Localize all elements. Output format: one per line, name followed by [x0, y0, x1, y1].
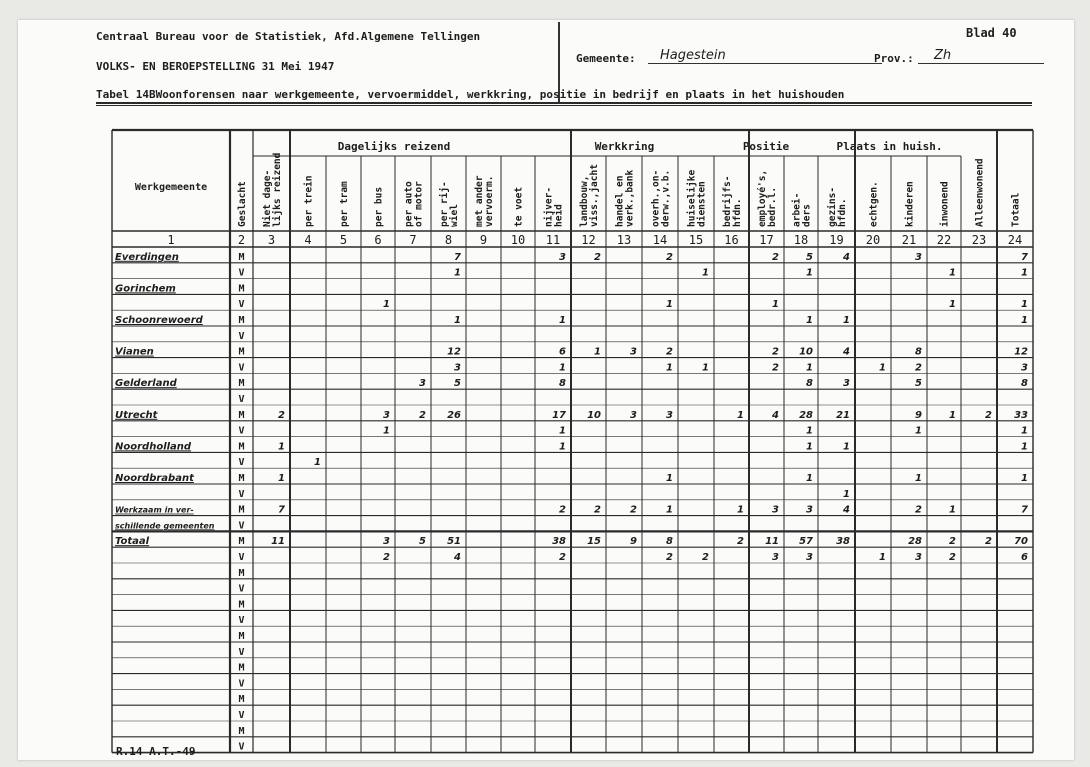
cell-col-11: 2 [559, 504, 566, 516]
cell-col-17: 1 [772, 299, 779, 311]
cell-col-8: 5 [454, 378, 461, 390]
sex-M: M [238, 725, 245, 737]
column-number-18: 18 [793, 233, 809, 247]
cell-col-6: 1 [383, 299, 390, 311]
cell-col-21: 5 [915, 378, 922, 390]
cell-col-18: 57 [799, 536, 813, 548]
cell-col-17: 2 [772, 362, 779, 374]
cell-col-15: 1 [702, 362, 709, 374]
werkgemeente-name: Noordbrabant [115, 473, 194, 484]
cell-col-18: 1 [806, 425, 813, 437]
cell-col-6: 3 [383, 409, 390, 421]
cell-col-8: 4 [454, 552, 461, 563]
column-header-3-line2: lijks reizend [272, 152, 283, 227]
sex-V: V [238, 710, 245, 721]
cell-col-8: 7 [454, 251, 461, 263]
cell-col-14: 1 [666, 473, 673, 484]
column-number-2: 2 [237, 233, 246, 247]
cell-col-14: 2 [666, 346, 673, 358]
column-number-15: 15 [688, 233, 704, 247]
column-header-12-line1: landbouw, [579, 175, 590, 227]
cell-col-17: 3 [772, 504, 779, 516]
sex-V: V [238, 362, 245, 374]
cell-col-13: 3 [630, 346, 637, 358]
column-header-4: per trein [303, 175, 315, 227]
cell-col-24: 6 [1021, 552, 1028, 563]
cell-col-22: 1 [949, 504, 956, 516]
cell-col-14: 2 [666, 552, 673, 563]
cell-col-18: 1 [806, 362, 813, 374]
column-number-4: 4 [304, 233, 312, 247]
cell-col-6: 1 [383, 425, 390, 437]
cell-col-22: 1 [949, 267, 956, 279]
column-header-11-line1: nijver- [543, 186, 555, 227]
column-header-9-line2: vervoerm. [484, 175, 495, 227]
column-header-21: kinderen [904, 181, 916, 227]
sex-V: V [238, 583, 245, 595]
column-number-14: 14 [652, 233, 668, 247]
sex-M: M [238, 283, 245, 295]
column-header-16-line1: bedrijfs- [722, 175, 733, 227]
sex-V: V [238, 267, 245, 279]
cell-col-19: 38 [836, 536, 850, 548]
cell-col-14: 1 [666, 299, 673, 311]
cell-col-19: 4 [843, 251, 850, 263]
cell-col-16: 1 [737, 409, 744, 421]
cell-col-7: 2 [419, 409, 426, 421]
cell-col-8: 26 [447, 409, 461, 421]
column-header-19-line1: gezins- [827, 186, 838, 227]
bureau-title: Centraal Bureau voor de Statistiek, Afd.Algemene Tellingen [96, 30, 481, 43]
sex-V: V [238, 678, 245, 690]
cell-col-24: 12 [1014, 346, 1028, 358]
column-header-16-line2: hfdn. [732, 198, 743, 227]
sex-M: M [238, 378, 245, 390]
werkgemeente-name: Werkzaam in ver- [115, 505, 194, 515]
cell-col-8: 3 [454, 362, 461, 374]
cell-col-17: 3 [772, 552, 779, 563]
column-header-9-line1: met ander [474, 175, 485, 227]
column-header-11-line2: heid [553, 204, 565, 227]
gemeente-label: Gemeente: [576, 52, 636, 65]
cell-col-3: 1 [278, 473, 285, 484]
cell-col-18: 10 [799, 346, 813, 358]
cell-col-18: 3 [806, 552, 813, 563]
cell-col-18: 1 [806, 315, 813, 326]
cell-col-24: 7 [1021, 504, 1028, 516]
cell-col-21: 3 [915, 251, 922, 263]
cell-col-8: 51 [447, 536, 461, 548]
cell-col-11: 3 [559, 251, 566, 263]
sex-M: M [238, 536, 245, 548]
column-header-13-line1: handel en [614, 175, 626, 227]
cell-col-22: 2 [949, 536, 956, 548]
cell-col-21: 28 [908, 536, 922, 548]
cell-col-18: 1 [806, 441, 813, 453]
column-number-24: 24 [1007, 233, 1023, 247]
column-header-3-line1: Niet dage- [262, 169, 273, 227]
cell-col-21: 9 [915, 409, 922, 421]
cell-col-21: 3 [915, 552, 922, 563]
cell-col-4: 1 [314, 457, 321, 469]
column-header-15-line2: diensten [696, 181, 708, 227]
werkgemeente-name: Noordholland [115, 441, 192, 453]
cell-col-19: 4 [843, 504, 850, 516]
werkgemeente-name: Everdingen [115, 251, 179, 263]
cell-col-24: 1 [1021, 473, 1028, 484]
cell-col-21: 1 [915, 473, 922, 484]
cell-col-14: 8 [666, 536, 673, 548]
cell-col-19: 1 [843, 441, 850, 453]
cell-col-14: 3 [666, 409, 673, 421]
column-header-14-line1: overh.,on- [650, 169, 662, 227]
cell-col-6: 3 [383, 536, 390, 548]
column-number-17: 17 [759, 233, 774, 247]
cell-col-22: 1 [949, 299, 956, 311]
column-header-14-line2: derw.,v.b. [660, 169, 672, 227]
sex-M: M [238, 504, 245, 516]
cell-col-17: 11 [765, 536, 779, 548]
cell-col-15: 1 [702, 267, 709, 279]
column-number-11: 11 [545, 233, 561, 247]
cell-col-11: 17 [552, 409, 566, 421]
column-number-1: 1 [167, 233, 175, 247]
column-header-18-line1: arbei- [791, 192, 803, 227]
cell-col-15: 2 [702, 552, 709, 563]
column-number-23: 23 [971, 233, 987, 247]
cell-col-7: 3 [419, 378, 426, 390]
cell-col-24: 1 [1021, 441, 1028, 453]
sex-V: V [238, 394, 245, 405]
column-header-10: te voet [513, 186, 525, 227]
cell-col-12: 2 [594, 251, 601, 263]
group-header-1: Werkkring [594, 140, 655, 153]
cell-col-18: 3 [806, 504, 813, 516]
sex-M: M [238, 315, 245, 326]
cell-col-11: 2 [559, 552, 566, 563]
cell-col-21: 2 [915, 504, 922, 516]
cell-col-18: 1 [806, 473, 813, 484]
cell-col-11: 38 [552, 536, 566, 548]
gemeente-value: Hagestein [648, 48, 882, 64]
column-number-16: 16 [724, 233, 739, 247]
cell-col-18: 8 [806, 378, 813, 390]
column-header-24: Totaal [1010, 192, 1022, 227]
column-header-19-line2: hfdn. [837, 198, 848, 227]
sex-V: V [238, 552, 245, 563]
column-header-18-line2: ders [801, 204, 813, 227]
cell-col-14: 2 [666, 251, 673, 263]
column-header-20: echtgen. [868, 181, 880, 227]
sex-V: V [238, 330, 245, 342]
cell-col-8: 1 [454, 315, 461, 326]
column-header-7-line1: per auto [403, 181, 415, 227]
sex-V: V [238, 488, 245, 500]
cell-col-3: 7 [278, 504, 285, 516]
cell-col-8: 12 [447, 346, 461, 358]
cell-col-24: 33 [1014, 409, 1028, 421]
cell-col-24: 1 [1021, 425, 1028, 437]
cell-col-19: 3 [843, 378, 850, 390]
werkgemeente-name: Schoonrewoerd [115, 315, 203, 326]
cell-col-23: 2 [985, 409, 992, 421]
column-header-13-line2: verk.,bank [624, 169, 636, 227]
cell-col-19: 4 [843, 346, 850, 358]
cell-col-12: 2 [594, 504, 601, 516]
column-header-23: Alleenwonend [974, 158, 986, 227]
cell-col-14: 1 [666, 504, 673, 516]
cell-col-22: 2 [949, 552, 956, 563]
cell-col-8: 1 [454, 267, 461, 279]
column-number-3: 3 [267, 233, 276, 247]
column-header-werkgemeente: Werkgemeente [134, 182, 208, 193]
sex-V: V [238, 299, 245, 311]
table-caption: Tabel 14BWoonforensen naar werkgemeente, vervoermiddel, werkkring, positie in bedrijf en plaats in het huishouden [96, 88, 845, 101]
werkgemeente-name: schillende gemeenten [115, 521, 215, 531]
cell-col-19: 1 [843, 488, 850, 500]
cell-col-11: 8 [559, 378, 566, 390]
province-value: Zh [918, 48, 1044, 64]
column-header-8-line2: wiel [449, 204, 460, 227]
cell-col-11: 1 [559, 425, 566, 437]
werkgemeente-name: Gorinchem [115, 283, 176, 295]
column-header-17-line1: employé's, [757, 169, 768, 227]
werkgemeente-name: Gelderland [115, 378, 177, 390]
sex-V: V [238, 520, 245, 532]
cell-col-12: 15 [587, 536, 601, 548]
cell-col-16: 1 [737, 504, 744, 516]
cell-col-17: 4 [772, 409, 779, 421]
cell-col-18: 5 [806, 251, 813, 263]
cell-col-17: 2 [772, 251, 779, 263]
group-header-3: Plaats in huish. [836, 140, 943, 153]
cell-col-13: 2 [630, 504, 637, 516]
column-number-7: 7 [409, 233, 417, 247]
cell-col-3: 1 [278, 441, 285, 453]
sex-M: M [238, 409, 245, 421]
form-code: R.14 A.T.-49 [116, 745, 196, 758]
cell-col-19: 21 [836, 409, 850, 421]
cell-col-3: 2 [278, 409, 285, 421]
sex-M: M [238, 662, 245, 674]
sex-M: M [238, 346, 245, 358]
cell-col-24: 1 [1021, 299, 1028, 311]
sex-M: M [238, 694, 245, 706]
column-header-12-line2: viss.,jacht [589, 164, 600, 227]
column-number-19: 19 [829, 233, 844, 247]
column-number-13: 13 [616, 233, 632, 247]
column-number-22: 22 [936, 233, 952, 247]
cell-col-20: 1 [879, 552, 886, 563]
column-header-22: inwonend [939, 181, 951, 227]
cell-col-11: 1 [559, 362, 566, 374]
cell-col-24: 70 [1014, 536, 1028, 548]
cell-col-11: 6 [559, 346, 566, 358]
cell-col-24: 7 [1021, 251, 1028, 263]
cell-col-3: 11 [271, 536, 285, 548]
column-number-10: 10 [510, 233, 526, 247]
sex-V: V [238, 457, 245, 469]
column-header-8-line1: per rij- [439, 181, 450, 227]
cell-col-18: 1 [806, 267, 813, 279]
group-header-2: Positie [742, 140, 790, 153]
sex-M: M [238, 441, 245, 453]
cell-col-6: 2 [383, 552, 390, 563]
column-header-5: per tram [339, 181, 350, 227]
sex-M: M [238, 631, 245, 642]
column-number-21: 21 [901, 233, 917, 247]
werkgemeente-name: Totaal [115, 536, 150, 548]
cell-col-23: 2 [985, 536, 992, 548]
column-number-6: 6 [374, 233, 382, 247]
census-title: VOLKS- EN BEROEPSTELLING 31 Mei 1947 [96, 60, 335, 73]
sex-M: M [238, 251, 245, 263]
cell-col-21: 2 [915, 362, 922, 374]
column-header-2: Geslacht [237, 181, 248, 227]
cell-col-24: 3 [1021, 362, 1028, 374]
sex-M: M [238, 473, 245, 484]
cell-col-19: 1 [843, 315, 850, 326]
column-number-5: 5 [339, 233, 348, 247]
sex-M: M [238, 567, 245, 579]
cell-col-12: 1 [594, 346, 601, 358]
cell-col-14: 1 [666, 362, 673, 374]
column-number-12: 12 [581, 233, 596, 247]
cell-col-21: 1 [915, 425, 922, 437]
cell-col-24: 1 [1021, 267, 1028, 279]
cell-col-24: 1 [1021, 315, 1028, 326]
column-header-7-line2: of motor [413, 181, 425, 227]
cell-col-11: 1 [559, 315, 566, 326]
column-number-20: 20 [865, 233, 881, 247]
column-header-15-line1: huiselijke [686, 169, 698, 227]
cell-col-17: 2 [772, 346, 779, 358]
cell-col-11: 1 [559, 441, 566, 453]
cell-col-20: 1 [879, 362, 886, 374]
cell-col-16: 2 [737, 536, 744, 548]
cell-col-18: 28 [799, 409, 813, 421]
sheet-number: Blad 40 [966, 26, 1017, 40]
cell-col-22: 1 [949, 409, 956, 421]
cell-col-12: 10 [587, 409, 601, 421]
cell-col-7: 5 [419, 536, 426, 548]
werkgemeente-name: Vianen [115, 346, 154, 358]
werkgemeente-name: Utrecht [115, 409, 158, 421]
cell-col-24: 8 [1021, 378, 1028, 390]
cell-col-21: 8 [915, 346, 922, 358]
column-number-8: 8 [444, 233, 453, 247]
column-header-6: per bus [373, 186, 385, 227]
sex-V: V [238, 615, 245, 627]
cell-col-13: 9 [630, 536, 637, 548]
sex-V: V [238, 646, 245, 658]
group-header-0: Dagelijks reizend [337, 140, 451, 153]
column-header-17-line2: bedr.l. [767, 186, 778, 227]
province-label: Prov.: [874, 52, 914, 65]
sex-V: V [238, 741, 245, 753]
sex-V: V [238, 425, 245, 437]
cell-col-13: 3 [630, 409, 637, 421]
sex-M: M [238, 599, 245, 611]
column-number-9: 9 [479, 233, 488, 247]
